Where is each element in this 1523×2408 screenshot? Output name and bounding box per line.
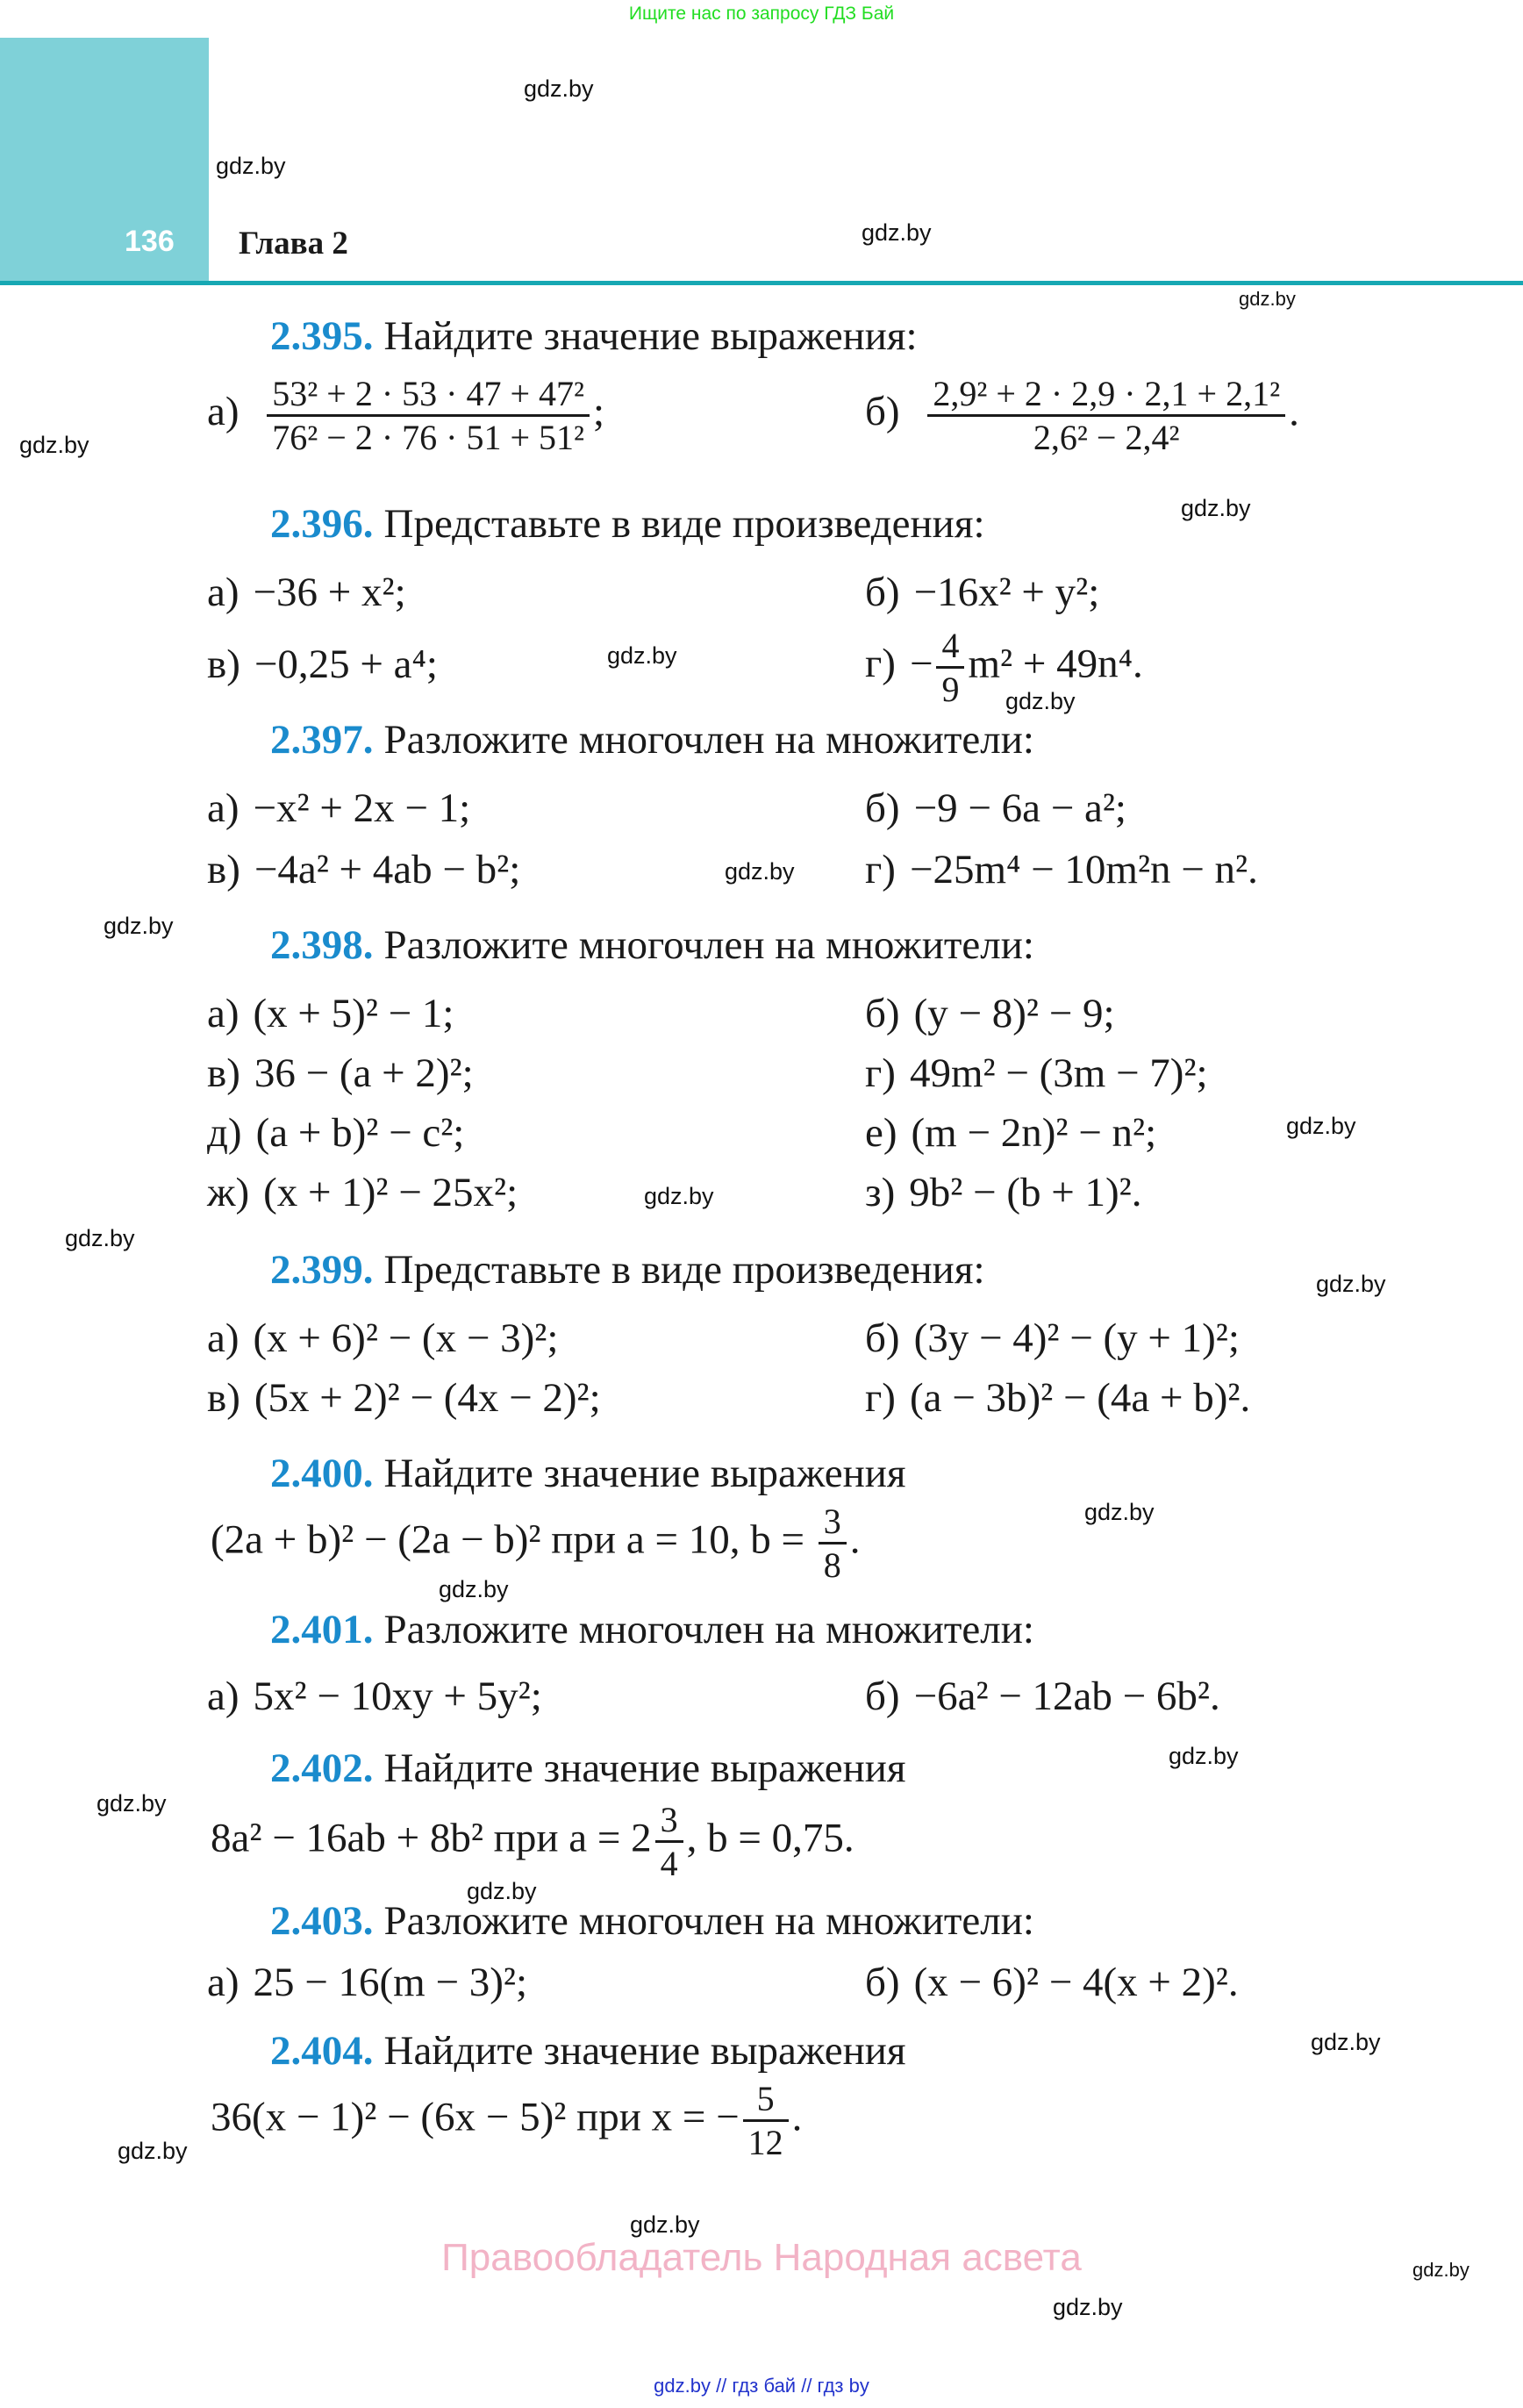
fraction-numerator: 4 — [936, 625, 964, 669]
expr-prefix: 36(x − 1)² − (6x − 5)² при x = − — [211, 2094, 740, 2140]
task-2-399-item-g — [865, 1374, 1250, 1422]
item-end: ; — [593, 389, 605, 435]
task-2-397-item-b — [865, 785, 1126, 832]
task-number: 2.402. — [270, 1745, 374, 1791]
expr-prefix: (2a + b)² − (2a − b)² при a = 10, b = — [211, 1516, 815, 1563]
fraction — [936, 625, 964, 710]
watermark: gdz.by — [467, 1878, 537, 1904]
item-end: . — [1289, 389, 1299, 435]
fraction-denominator: 4 — [660, 1844, 678, 1883]
chapter-title: Глава 2 — [239, 226, 348, 262]
task-2-401-item-b — [865, 1673, 1220, 1720]
item-label: а) — [207, 1673, 240, 1719]
item-expression: (a + b)² − c²; — [255, 1110, 465, 1156]
task-2-395-item-a — [207, 373, 604, 458]
watermark: gdz.by — [1169, 1743, 1239, 1769]
task-number: 2.397. — [270, 717, 374, 763]
task-number: 2.398. — [270, 922, 374, 968]
task-number: 2.404. — [270, 2028, 374, 2074]
fraction-denominator: 8 — [823, 1545, 841, 1585]
fraction-numerator: 2,9² + 2 · 2,9 · 2,1 + 2,1² — [927, 373, 1285, 417]
footer-links[interactable]: gdz.by // гдз бай // гдз by — [654, 2375, 869, 2397]
fraction — [927, 373, 1285, 458]
task-number: 2.399. — [270, 1247, 374, 1293]
item-label: г) — [865, 847, 896, 892]
watermark: gdz.by — [644, 1183, 714, 1209]
task-2-398-item-g — [865, 1050, 1208, 1097]
item-label: в) — [207, 641, 240, 687]
item-label: в) — [207, 1375, 240, 1421]
task-2-398-item-v — [207, 1050, 474, 1097]
fraction-denominator: 76² − 2 · 76 · 51 + 51² — [272, 418, 585, 457]
watermark: gdz.by — [1005, 688, 1076, 714]
task-prompt: Найдите значение выражения: — [383, 313, 918, 359]
item-expression: (y − 8)² − 9; — [913, 991, 1115, 1036]
task-2-401-heading — [270, 1606, 1034, 1653]
watermark: gdz.by — [97, 1790, 167, 1817]
item-expression: −0,25 + a⁴; — [254, 641, 438, 687]
task-prompt: Найдите значение выражения — [383, 2028, 906, 2074]
task-2-398-item-a — [207, 990, 454, 1037]
task-2-398-item-z — [865, 1169, 1141, 1216]
copyright-notice: Правообладатель Народная асвета — [441, 2236, 1082, 2279]
item-label: б) — [865, 1315, 900, 1361]
fraction-numerator: 3 — [819, 1501, 847, 1544]
task-2-397-item-g — [865, 846, 1258, 893]
task-2-398-item-zh — [207, 1169, 518, 1216]
watermark: gdz.by — [104, 913, 174, 939]
fraction — [819, 1501, 847, 1586]
watermark: gdz.by — [1181, 495, 1251, 521]
item-expression: −36 + x²; — [253, 570, 406, 615]
watermark: gdz.by — [1286, 1113, 1356, 1139]
task-2-396-item-v — [207, 641, 438, 688]
task-2-395-item-b — [865, 373, 1299, 458]
task-number: 2.396. — [270, 501, 374, 547]
task-prompt: Найдите значение выражения — [383, 1745, 906, 1791]
task-2-403-item-b — [865, 1959, 1239, 2006]
item-expression: (x + 1)² − 25x²; — [263, 1170, 518, 1215]
task-2-400-heading — [270, 1450, 906, 1497]
expr-prefix: − — [909, 641, 933, 687]
item-expression: (3y − 4)² − (y + 1)²; — [913, 1315, 1240, 1361]
item-expression: (5x + 2)² − (4x − 2)²; — [254, 1375, 601, 1421]
watermark: gdz.by — [1412, 2259, 1469, 2281]
item-label: а) — [207, 389, 240, 435]
item-label: б) — [865, 389, 900, 435]
task-2-398-heading — [270, 921, 1034, 969]
task-2-397-item-v — [207, 846, 520, 893]
watermark: gdz.by — [216, 153, 286, 179]
item-expression: (x + 6)² − (x − 3)²; — [253, 1315, 559, 1361]
item-expression: 5x² − 10xy + 5y²; — [253, 1673, 542, 1719]
task-2-400-expression — [211, 1501, 860, 1586]
fraction-numerator: 5 — [743, 2078, 789, 2122]
task-2-396-item-g — [865, 625, 1143, 710]
task-2-404-expression — [211, 2078, 802, 2163]
item-label: г) — [865, 1050, 896, 1096]
fraction-denominator: 9 — [941, 670, 960, 709]
expr-suffix: . — [791, 2094, 803, 2140]
task-2-396-item-b — [865, 569, 1099, 616]
expr-prefix: 8a² − 16ab + 8b² при a = 2 — [211, 1815, 652, 1861]
item-label: е) — [865, 1110, 897, 1156]
item-label: б) — [865, 991, 900, 1036]
item-label: г) — [865, 641, 896, 687]
expr-suffix: m² + 49n⁴. — [968, 641, 1143, 687]
item-expression: −4a² + 4ab − b²; — [254, 847, 521, 892]
watermark: gdz.by — [19, 432, 89, 458]
top-banner: Ищите нас по запросу ГДЗ Бай — [628, 4, 895, 24]
watermark: gdz.by — [1239, 288, 1296, 310]
item-label: з) — [865, 1170, 896, 1215]
item-expression: −9 − 6a − a²; — [913, 785, 1126, 831]
item-label: б) — [865, 570, 900, 615]
task-number: 2.395. — [270, 313, 374, 359]
task-2-399-item-b — [865, 1315, 1240, 1362]
task-2-396-heading — [270, 500, 985, 548]
expr-suffix: , b = 0,75. — [686, 1815, 854, 1861]
task-prompt: Разложите многочлен на множители: — [383, 922, 1034, 968]
watermark: gdz.by — [118, 2138, 188, 2164]
expr-suffix: . — [849, 1516, 861, 1563]
page-number: 136 — [125, 225, 175, 258]
task-number: 2.401. — [270, 1607, 374, 1652]
watermark: gdz.by — [862, 219, 932, 246]
item-label: б) — [865, 1673, 900, 1719]
header-divider — [0, 281, 1523, 285]
item-expression: −25m⁴ − 10m²n − n². — [909, 847, 1258, 892]
page-side-tab — [0, 38, 209, 282]
item-label: б) — [865, 1960, 900, 2005]
watermark: gdz.by — [524, 75, 594, 102]
item-expression: (a − 3b)² − (4a + b)². — [909, 1375, 1251, 1421]
task-2-402-heading — [270, 1745, 906, 1792]
watermark: gdz.by — [65, 1225, 135, 1251]
fraction — [655, 1799, 683, 1884]
item-label: г) — [865, 1375, 896, 1421]
task-prompt: Представьте в виде произведения: — [383, 1247, 985, 1293]
task-prompt: Разложите многочлен на множители: — [383, 1607, 1034, 1652]
task-2-399-item-v — [207, 1374, 601, 1422]
item-expression: 9b² − (b + 1)². — [909, 1170, 1142, 1215]
task-2-399-item-a — [207, 1315, 558, 1362]
task-2-397-heading — [270, 716, 1034, 763]
task-number: 2.400. — [270, 1451, 374, 1496]
fraction — [267, 373, 590, 458]
item-label: а) — [207, 785, 240, 831]
task-2-399-heading — [270, 1246, 985, 1294]
fraction-denominator: 12 — [747, 2123, 783, 2162]
item-expression: (x + 5)² − 1; — [253, 991, 454, 1036]
task-2-402-expression — [211, 1799, 854, 1884]
item-expression: 49m² − (3m − 7)²; — [909, 1050, 1208, 1096]
task-2-404-heading — [270, 2027, 906, 2075]
task-2-403-heading — [270, 1897, 1034, 1945]
item-expression: (m − 2n)² − n²; — [911, 1110, 1157, 1156]
task-2-398-item-b — [865, 990, 1115, 1037]
item-expression: 25 − 16(m − 3)²; — [253, 1960, 528, 2005]
task-2-403-item-a — [207, 1959, 527, 2006]
item-expression: 36 − (a + 2)²; — [254, 1050, 474, 1096]
watermark: gdz.by — [725, 858, 795, 885]
fraction-denominator: 2,6² − 2,4² — [1033, 418, 1180, 457]
fraction-numerator: 3 — [655, 1799, 683, 1843]
watermark: gdz.by — [1053, 2294, 1123, 2320]
task-prompt: Разложите многочлен на множители: — [383, 1898, 1034, 1944]
watermark: gdz.by — [1084, 1499, 1155, 1525]
item-label: д) — [207, 1110, 242, 1156]
watermark: gdz.by — [630, 2211, 700, 2238]
task-2-398-item-d — [207, 1109, 464, 1157]
watermark: gdz.by — [607, 642, 677, 669]
item-label: б) — [865, 785, 900, 831]
item-label: а) — [207, 1315, 240, 1361]
item-label: а) — [207, 1960, 240, 2005]
task-number: 2.403. — [270, 1898, 374, 1944]
watermark: gdz.by — [1311, 2029, 1381, 2055]
task-prompt: Представьте в виде произведения: — [383, 501, 985, 547]
task-2-396-item-a — [207, 569, 406, 616]
item-label: а) — [207, 570, 240, 615]
watermark: gdz.by — [1316, 1271, 1386, 1297]
task-2-395-heading — [270, 312, 918, 360]
task-prompt: Разложите многочлен на множители: — [383, 717, 1034, 763]
task-2-398-item-e — [865, 1109, 1156, 1157]
task-prompt: Найдите значение выражения — [383, 1451, 906, 1496]
item-label: в) — [207, 847, 240, 892]
item-label: ж) — [207, 1170, 250, 1215]
watermark: gdz.by — [439, 1576, 509, 1602]
item-expression: (x − 6)² − 4(x + 2)². — [913, 1960, 1239, 2005]
fraction-numerator: 53² + 2 · 53 · 47 + 47² — [267, 373, 590, 417]
fraction — [743, 2078, 789, 2163]
item-expression: −16x² + y²; — [913, 570, 1100, 615]
task-2-397-item-a — [207, 785, 470, 832]
item-label: в) — [207, 1050, 240, 1096]
item-expression: −6a² − 12ab − 6b². — [913, 1673, 1220, 1719]
item-expression: −x² + 2x − 1; — [253, 785, 471, 831]
item-label: а) — [207, 991, 240, 1036]
task-2-401-item-a — [207, 1673, 542, 1720]
